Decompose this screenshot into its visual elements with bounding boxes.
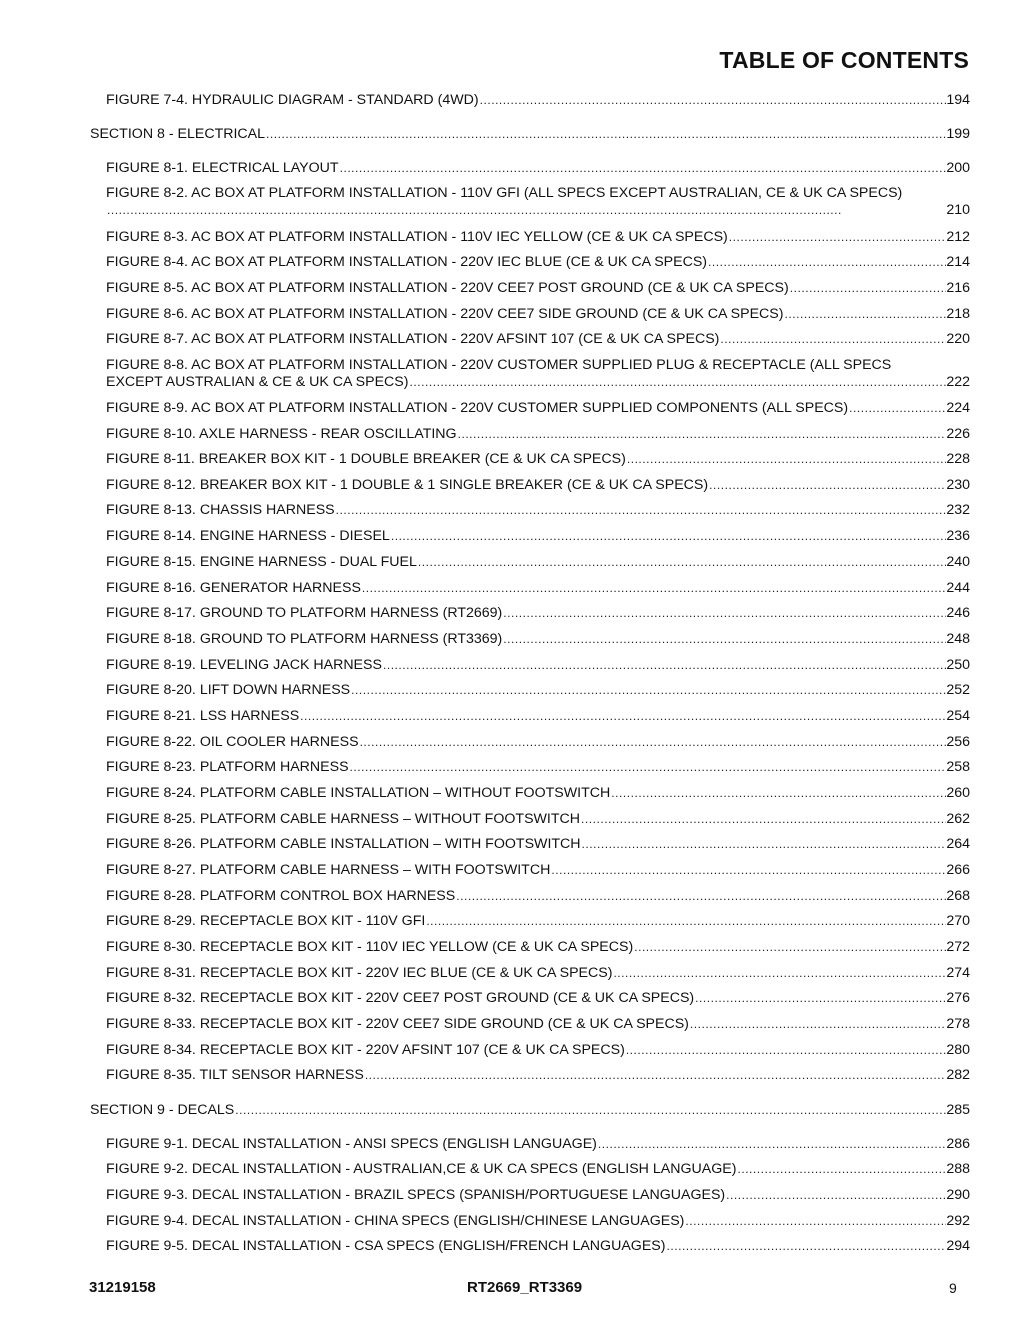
toc-entry-page: 262 [946, 811, 970, 827]
toc-entry-page: 285 [946, 1102, 970, 1118]
toc-entry-page: 276 [946, 990, 970, 1006]
toc-figure-entry[interactable] [106, 92, 970, 109]
toc-entry-title: FIGURE 8-17. GROUND TO PLATFORM HARNESS (RT2669) [106, 605, 503, 621]
toc-entry-page: 200 [946, 160, 970, 176]
toc-figure-entry[interactable] [106, 682, 970, 699]
toc-entry-title: FIGURE 9-4. DECAL INSTALLATION - CHINA SPECS (ENGLISH/CHINESE LANGUAGES) [106, 1213, 685, 1229]
toc-figure-entry[interactable] [106, 759, 970, 776]
toc-entry-page: 232 [946, 502, 970, 518]
dot-leader [625, 1042, 947, 1059]
footer-doc-number: 31219158 [89, 1279, 156, 1296]
toc-entry-page: 194 [946, 92, 970, 108]
toc-figure-entry[interactable] [106, 502, 970, 519]
dot-leader [719, 331, 946, 348]
dot-leader [479, 92, 947, 109]
toc-entry-page: 199 [946, 126, 970, 142]
toc-figure-entry[interactable] [106, 888, 970, 905]
dot-leader [382, 657, 946, 674]
toc-entry-title: FIGURE 8-32. RECEPTACLE BOX KIT - 220V CEE7 POST GROUND (CE & UK CA SPECS) [106, 990, 695, 1006]
toc-entry-page: 246 [946, 605, 970, 621]
toc-figure-entry[interactable] [106, 306, 970, 323]
toc-entry-page: 228 [946, 451, 970, 467]
dot-leader [689, 1016, 946, 1033]
toc-entry-page: 256 [946, 734, 970, 750]
dot-leader [612, 965, 946, 982]
dot-leader [725, 1187, 946, 1204]
toc-entry-title: FIGURE 8-1. ELECTRICAL LAYOUT [106, 160, 339, 176]
toc-entry-title: FIGURE 8-13. CHASSIS HARNESS [106, 502, 335, 518]
toc-entry-title: FIGURE 8-35. TILT SENSOR HARNESS [106, 1067, 364, 1083]
dot-leader [633, 939, 946, 956]
toc-figure-entry[interactable] [106, 605, 970, 622]
page-title: TABLE OF CONTENTS [719, 47, 969, 73]
toc-entry-page: 280 [946, 1042, 970, 1058]
toc-entry-page: 212 [946, 229, 970, 245]
toc-entry-page: 244 [946, 580, 970, 596]
toc-entry-title: FIGURE 9-5. DECAL INSTALLATION - CSA SPECS (ENGLISH/FRENCH LANGUAGES) [106, 1238, 666, 1254]
toc-figure-entry[interactable] [106, 1187, 970, 1204]
toc-entry-page: 286 [946, 1136, 970, 1152]
toc-entry-title: FIGURE 8-16. GENERATOR HARNESS [106, 580, 361, 596]
toc-entry-title: FIGURE 8-12. BREAKER BOX KIT - 1 DOUBLE & 1 SINGLE BREAKER (CE & UK CA SPECS) [106, 477, 709, 493]
toc-entry-page: 230 [946, 477, 970, 493]
toc-entry-page: 258 [946, 759, 970, 775]
toc-entry-title: FIGURE 8-10. AXLE HARNESS - REAR OSCILLATING [106, 426, 457, 442]
toc-entry-page: 274 [946, 965, 970, 981]
footer-model: RT2669_RT3369 [467, 1279, 583, 1296]
dot-leader [364, 1067, 947, 1084]
toc-figure-entry[interactable] [106, 965, 970, 982]
toc-entry-title: FIGURE 7-4. HYDRAULIC DIAGRAM - STANDARD (4WD) [106, 92, 479, 108]
toc-figure-entry[interactable] [106, 528, 970, 545]
toc-figure-entry[interactable] [106, 990, 970, 1007]
toc-entry-title: FIGURE 8-21. LSS HARNESS [106, 708, 300, 724]
toc-section-entry[interactable] [90, 126, 970, 143]
toc-figure-entry[interactable] [106, 1136, 970, 1153]
dot-leader [550, 862, 946, 879]
toc-figure-entry[interactable] [106, 1213, 970, 1230]
toc-entry-page: 282 [946, 1067, 970, 1083]
toc-entry-title: FIGURE 8-3. AC BOX AT PLATFORM INSTALLATION - 110V IEC YELLOW (CE & UK CA SPECS) [106, 229, 728, 245]
toc-entry-page: 272 [946, 939, 970, 955]
toc-entry-page: 290 [946, 1187, 970, 1203]
toc-entry-title: FIGURE 8-8. AC BOX AT PLATFORM INSTALLATION - 220V CUSTOMER SUPPLIED PLUG & RECEPTACLE (ALL SPECS [106, 357, 892, 373]
dot-leader [457, 426, 947, 443]
toc-entry-page: 226 [946, 426, 970, 442]
dot-leader [708, 477, 946, 494]
toc-figure-entry[interactable] [106, 254, 970, 271]
toc-entry-title: FIGURE 8-20. LIFT DOWN HARNESS [106, 682, 351, 698]
toc-entry-title: FIGURE 8-33. RECEPTACLE BOX KIT - 220V CEE7 SIDE GROUND (CE & UK CA SPECS) [106, 1016, 689, 1032]
toc-entry-title: FIGURE 8-7. AC BOX AT PLATFORM INSTALLATION - 220V AFSINT 107 (CE & UK CA SPECS) [106, 331, 720, 347]
dot-leader [610, 785, 946, 802]
toc-entry-page: 266 [946, 862, 970, 878]
toc-entry-title: FIGURE 9-2. DECAL INSTALLATION - AUSTRALIAN,CE & UK CA SPECS (ENGLISH LANGUAGE) [106, 1161, 737, 1177]
dot-leader [736, 1161, 946, 1178]
dot-leader [106, 202, 946, 219]
toc-figure-entry[interactable] [106, 1016, 970, 1033]
toc-entry-title: FIGURE 8-11. BREAKER BOX KIT - 1 DOUBLE BREAKER (CE & UK CA SPECS) [106, 451, 626, 467]
toc-entry-title: FIGURE 8-9. AC BOX AT PLATFORM INSTALLATION - 220V CUSTOMER SUPPLIED COMPONENTS (ALL SPECS) [106, 400, 849, 416]
toc-entry-title: SECTION 8 - ELECTRICAL [90, 126, 266, 142]
toc-entry-page: 248 [946, 631, 970, 647]
toc-entry-title-continued: EXCEPT AUSTRALIAN & CE & UK CA SPECS) [106, 374, 409, 390]
toc-figure-entry[interactable] [106, 862, 970, 879]
toc-figure-entry[interactable] [106, 631, 970, 648]
dot-leader [409, 374, 947, 391]
dot-leader [694, 990, 946, 1007]
dot-leader [789, 280, 947, 297]
toc-section-entry[interactable] [90, 1102, 970, 1119]
toc-entry-page: 222 [946, 374, 970, 390]
toc-entry-title: FIGURE 8-2. AC BOX AT PLATFORM INSTALLATION - 110V GFI (ALL SPECS EXCEPT AUSTRALIAN, CE & UK CA SPECS) [106, 185, 903, 201]
toc-figure-entry[interactable] [106, 554, 970, 571]
toc-entry-title: FIGURE 8-22. OIL COOLER HARNESS [106, 734, 359, 750]
toc-entry-title: FIGURE 8-31. RECEPTACLE BOX KIT - 220V IEC BLUE (CE & UK CA SPECS) [106, 965, 613, 981]
toc-entry-title: FIGURE 8-29. RECEPTACLE BOX KIT - 110V GFI [106, 913, 426, 929]
dot-leader [350, 682, 946, 699]
toc-entry-title: FIGURE 8-24. PLATFORM CABLE INSTALLATION – WITHOUT FOOTSWITCH [106, 785, 611, 801]
toc-entry-page: 218 [946, 306, 970, 322]
toc-entry-page: 220 [946, 331, 970, 347]
toc-entry-title: FIGURE 8-18. GROUND TO PLATFORM HARNESS (RT3369) [106, 631, 503, 647]
dot-leader [361, 580, 946, 597]
dot-leader [390, 528, 947, 545]
dot-leader [783, 306, 946, 323]
dot-leader [455, 888, 946, 905]
toc-figure-entry[interactable] [106, 811, 970, 828]
dot-leader [848, 400, 946, 417]
toc-entry-page: 278 [946, 1016, 970, 1032]
dot-leader [581, 836, 947, 853]
toc-entry-page: 224 [946, 400, 970, 416]
toc-entry-title: FIGURE 9-3. DECAL INSTALLATION - BRAZIL SPECS (SPANISH/PORTUGUESE LANGUAGES) [106, 1187, 726, 1203]
dot-leader [707, 254, 946, 271]
toc-entry-title: FIGURE 8-28. PLATFORM CONTROL BOX HARNESS [106, 888, 456, 904]
toc-entry-page: 254 [946, 708, 970, 724]
dot-leader [580, 811, 946, 828]
toc-entry-title: FIGURE 8-25. PLATFORM CABLE HARNESS – WITHOUT FOOTSWITCH [106, 811, 581, 827]
toc-entry-page: 214 [946, 254, 970, 270]
dot-leader [417, 554, 946, 571]
dot-leader [335, 502, 947, 519]
toc-figure-entry[interactable] [106, 1161, 970, 1178]
toc-entry-title: SECTION 9 - DECALS [90, 1102, 235, 1118]
dot-leader [349, 759, 947, 776]
dot-leader [502, 605, 946, 622]
toc-entry-page: 268 [946, 888, 970, 904]
toc-entry-title: FIGURE 8-23. PLATFORM HARNESS [106, 759, 349, 775]
toc-entry-page: 288 [946, 1161, 970, 1177]
toc-entry-page: 292 [946, 1213, 970, 1229]
toc-entry-title: FIGURE 8-34. RECEPTACLE BOX KIT - 220V AFSINT 107 (CE & UK CA SPECS) [106, 1042, 625, 1058]
toc-entry-title: FIGURE 8-15. ENGINE HARNESS - DUAL FUEL [106, 554, 417, 570]
dot-leader [626, 451, 947, 468]
toc-entry-title: FIGURE 8-26. PLATFORM CABLE INSTALLATION – WITH FOOTSWITCH [106, 836, 581, 852]
toc-figure-entry[interactable] [106, 426, 970, 443]
toc-entry-page: 270 [946, 913, 970, 929]
toc-entry-page: 250 [946, 657, 970, 673]
toc-figure-entry[interactable] [106, 451, 970, 468]
toc-entry-page: 294 [946, 1238, 970, 1254]
toc-figure-entry[interactable] [106, 708, 970, 725]
toc-entry-page: 236 [946, 528, 970, 544]
toc-entry-title: FIGURE 9-1. DECAL INSTALLATION - ANSI SPECS (ENGLISH LANGUAGE) [106, 1136, 597, 1152]
toc-figure-entry[interactable] [106, 331, 970, 348]
toc-figure-entry[interactable] [106, 836, 970, 853]
toc-entry-title: FIGURE 8-14. ENGINE HARNESS - DIESEL [106, 528, 390, 544]
toc-entry-title: FIGURE 8-27. PLATFORM CABLE HARNESS – WITH FOOTSWITCH [106, 862, 551, 878]
toc-entry-title: FIGURE 8-30. RECEPTACLE BOX KIT - 110V IEC YELLOW (CE & UK CA SPECS) [106, 939, 634, 955]
dot-leader [684, 1213, 946, 1230]
toc-figure-entry[interactable] [106, 229, 970, 246]
dot-leader [597, 1136, 946, 1153]
toc-figure-entry[interactable] [106, 913, 970, 930]
dot-leader [299, 708, 946, 725]
toc-figure-entry[interactable] [106, 185, 970, 219]
dot-leader [728, 229, 947, 246]
toc-figure-entry[interactable] [106, 580, 970, 597]
toc-entry-page: 260 [946, 785, 970, 801]
dot-leader [502, 631, 946, 648]
toc-figure-entry[interactable] [106, 1238, 970, 1255]
toc-figure-entry[interactable] [106, 280, 970, 297]
toc-entry-title: FIGURE 8-19. LEVELING JACK HARNESS [106, 657, 382, 673]
toc-figure-entry[interactable] [106, 734, 970, 751]
dot-leader [665, 1238, 946, 1255]
toc-entry-page: 216 [946, 280, 970, 296]
toc-figure-entry[interactable] [106, 477, 970, 494]
toc-entry-page: 240 [946, 554, 970, 570]
dot-leader [359, 734, 947, 751]
toc-entry-title: FIGURE 8-4. AC BOX AT PLATFORM INSTALLATION - 220V IEC BLUE (CE & UK CA SPECS) [106, 254, 708, 270]
toc-entry-page: 252 [946, 682, 970, 698]
toc-entry-page: 210 [946, 202, 970, 218]
dot-leader [234, 1102, 946, 1119]
toc-entry-title: FIGURE 8-5. AC BOX AT PLATFORM INSTALLATION - 220V CEE7 POST GROUND (CE & UK CA SPECS) [106, 280, 789, 296]
toc-figure-entry[interactable] [106, 160, 970, 177]
toc-figure-entry[interactable] [106, 657, 970, 674]
dot-leader [339, 160, 947, 177]
toc-figure-entry[interactable] [106, 400, 970, 417]
toc-entry-page: 264 [946, 836, 970, 852]
footer-page-number: 9 [949, 1280, 957, 1296]
toc-figure-entry[interactable] [106, 1067, 970, 1084]
toc-figure-entry[interactable] [106, 939, 970, 956]
dot-leader [425, 913, 946, 930]
dot-leader [265, 126, 946, 143]
toc-figure-entry[interactable] [106, 785, 970, 802]
toc-figure-entry[interactable] [106, 357, 970, 391]
toc-entry-title: FIGURE 8-6. AC BOX AT PLATFORM INSTALLATION - 220V CEE7 SIDE GROUND (CE & UK CA SPECS) [106, 306, 784, 322]
toc-figure-entry[interactable] [106, 1042, 970, 1059]
